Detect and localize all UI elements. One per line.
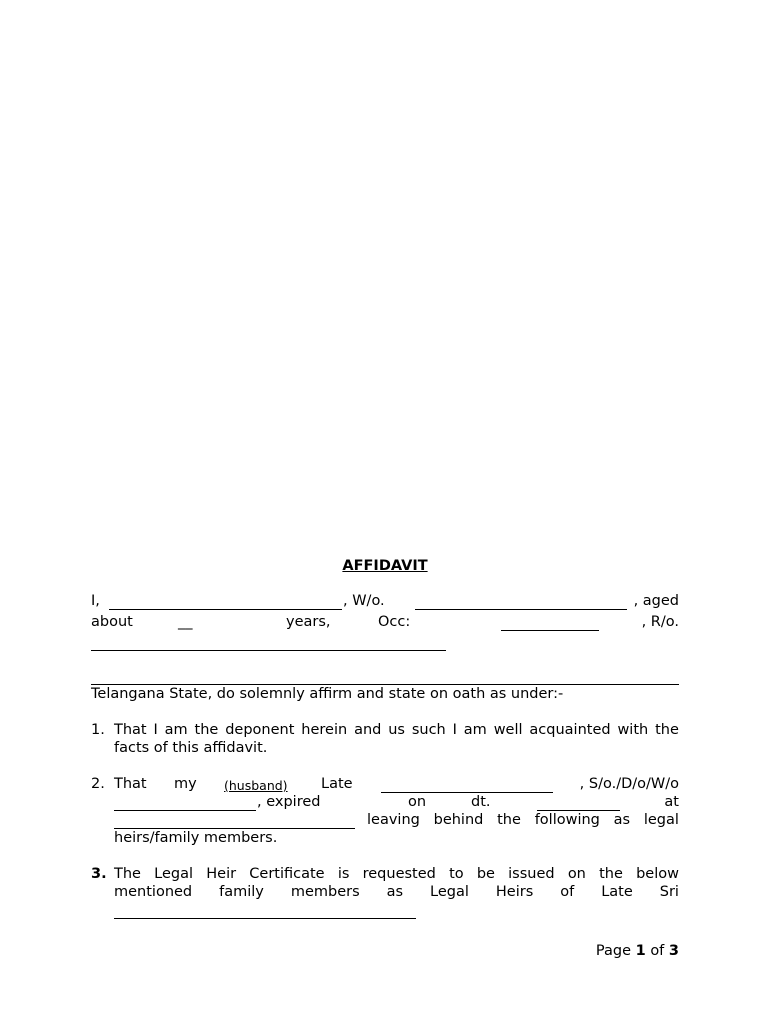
item-3-line-2: mentioned family members as Legal Heirs of Late Sri (114, 884, 679, 900)
husband-name-blank (415, 609, 627, 610)
about-label: about (91, 614, 133, 630)
address-blank-1 (91, 650, 446, 651)
occupation-blank (501, 630, 599, 631)
item-2-leaving-line: leaving behind the following as legal (367, 812, 679, 828)
parent-name-blank (114, 810, 256, 811)
item-2-dt: dt. (471, 794, 491, 810)
aged-label: , aged (633, 593, 679, 609)
address-blank-2 (91, 684, 679, 685)
document-title: AFFIDAVIT (342, 558, 428, 574)
item-2-sodowo: , S/o./D/o/W/o (579, 776, 679, 792)
ro-label: , R/o. (641, 614, 679, 630)
years-blank: __ (178, 614, 193, 630)
item-2-number: 2. (91, 776, 105, 792)
item-2-husband: (husband) (224, 778, 288, 793)
page-total: 3 (668, 943, 679, 959)
item-2-late: Late (321, 776, 353, 792)
i-label: I, (91, 593, 100, 609)
item-2-that: That (114, 776, 147, 792)
wo-label: , W/o. (343, 593, 385, 609)
item-1-line-1: That I am the deponent herein and us such I am well acquainted with the (114, 722, 679, 738)
page-label: Page (595, 943, 631, 959)
date-blank (537, 810, 620, 811)
years-label: years, (286, 614, 331, 630)
page-number: 1 (635, 943, 646, 959)
place-blank (114, 828, 355, 829)
item-1-number: 1. (91, 722, 105, 738)
deceased-name-blank (381, 792, 553, 793)
name-blank (109, 609, 342, 610)
of-label: of (650, 943, 665, 959)
item-3-number: 3. (91, 866, 107, 882)
item-2-at: at (664, 794, 679, 810)
item-2-expired: , expired (257, 794, 321, 810)
item-2-heirs: heirs/family members. (114, 830, 278, 846)
item-2-my: my (174, 776, 197, 792)
item-3-line-1: The Legal Heir Certificate is requested to be issued on the below (114, 866, 679, 882)
late-sri-name-blank (114, 918, 416, 919)
item-1-line-2: facts of this affidavit. (114, 740, 268, 756)
state-text: Telangana State, do solemnly affirm and state on oath as under:- (91, 686, 564, 702)
occ-label: Occ: (378, 614, 411, 630)
item-2-on: on (408, 794, 427, 810)
page-footer (596, 943, 679, 959)
